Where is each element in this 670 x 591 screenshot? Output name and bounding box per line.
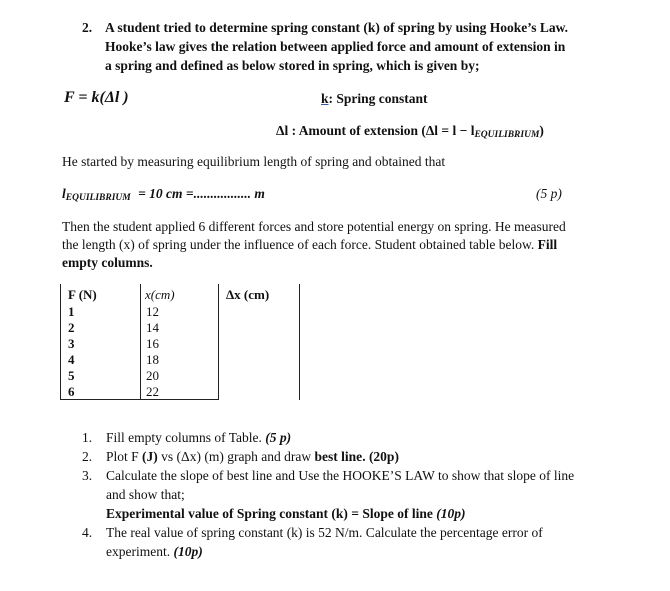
extension-definition [276,123,544,140]
table-cell-length: 14 [146,320,159,335]
header-length: x(cm) [145,287,175,302]
task-bold-statement: Experimental value of Spring constant (k) = Slope of line [106,506,433,521]
table-cell-length: 22 [146,384,159,399]
table-divider-1 [140,284,141,400]
extension-text: Δl : Amount of extension (Δl = l − l [276,123,475,138]
header-force: F (N) [68,287,97,302]
equilibrium-subscript: EQUILIBRIUM [65,193,131,203]
table-cell-length: 18 [146,352,159,367]
task-text: The real value of spring constant (k) is 52 N/m. Calculate the percentage error of [106,525,543,540]
table-cell-force: 5 [68,368,75,383]
task-number: 4. [82,525,93,540]
task-item [82,447,622,466]
data-table [60,284,300,400]
equilibrium-value: = 10 cm =................. m [138,186,265,201]
question-intro-line2: Hooke’s law gives the relation between applied force and amount of extension in [105,39,566,54]
equilibrium-length [62,186,265,203]
extension-subscript: EQUILIBRIUM [474,130,540,140]
table-cell-force: 4 [68,352,75,367]
table-border-right [299,284,300,400]
task-points: (5 p) [265,430,292,445]
paragraph-line2 [62,237,557,253]
task-text: Plot F [106,449,143,464]
paragraph-line2-text: the length (x) of spring under the influence of each force. Student obtained table below. [62,237,535,252]
task-list [82,428,622,561]
k-description: : Spring constant [328,91,428,106]
k-definition [321,91,428,107]
task-points: (10p) [170,544,203,559]
k-symbol: k [321,91,329,106]
task-points: (10p) [432,506,466,521]
task-item [82,523,622,561]
table-cell-length: 12 [146,304,159,319]
task-bold-unit: (J) [142,449,158,464]
extension-close: ) [539,123,544,138]
task-number: 1. [82,430,93,445]
equilibrium-points: (5 p) [536,186,562,201]
task-text: Calculate the slope of best line and Use the HOOKE’S LAW to show that slope of line [106,468,575,483]
question-intro-line1: A student tried to determine spring constant (k) of spring by using Hooke’s Law. [105,20,569,35]
equilibrium-sentence: He started by measuring equilibrium length of spring and obtained that [62,154,446,169]
table-cell-force: 3 [68,336,75,351]
task-text: Fill empty columns of Table. [106,430,262,445]
table-border-left [60,284,61,400]
table-cell-length: 20 [146,368,159,383]
hooke-equation: F = k(Δl ) [64,89,129,106]
question-number: 2. [82,20,93,35]
task-item [82,428,622,447]
task-item [82,466,622,523]
table-cell-force: 1 [68,304,75,319]
task-text: vs (Δx) (m) graph and draw [157,449,315,464]
table-cell-force: 2 [68,320,75,335]
question-intro-line3: a spring and defined as below stored in spring, which is given by; [105,58,480,73]
table-cell-force: 6 [68,384,75,399]
task-number: 2. [82,449,93,464]
table-bottom-rule [60,399,218,400]
task-bold-best-line: best line [314,449,363,464]
task-text: experiment. [106,544,171,559]
table-divider-2 [218,284,219,400]
task-text: and show that; [106,487,185,502]
task-points: . (20p) [362,449,399,464]
header-extension: Δx (cm) [226,287,270,302]
task-number: 3. [82,468,93,483]
table-cell-length: 16 [146,336,159,351]
paragraph-line2-bold: Fill [537,237,558,252]
paragraph-line1: Then the student applied 6 different forces and store potential energy on spring. He measured [62,219,566,234]
equilibrium-symbol: l [62,186,66,201]
paragraph-line3: empty columns. [62,255,153,270]
